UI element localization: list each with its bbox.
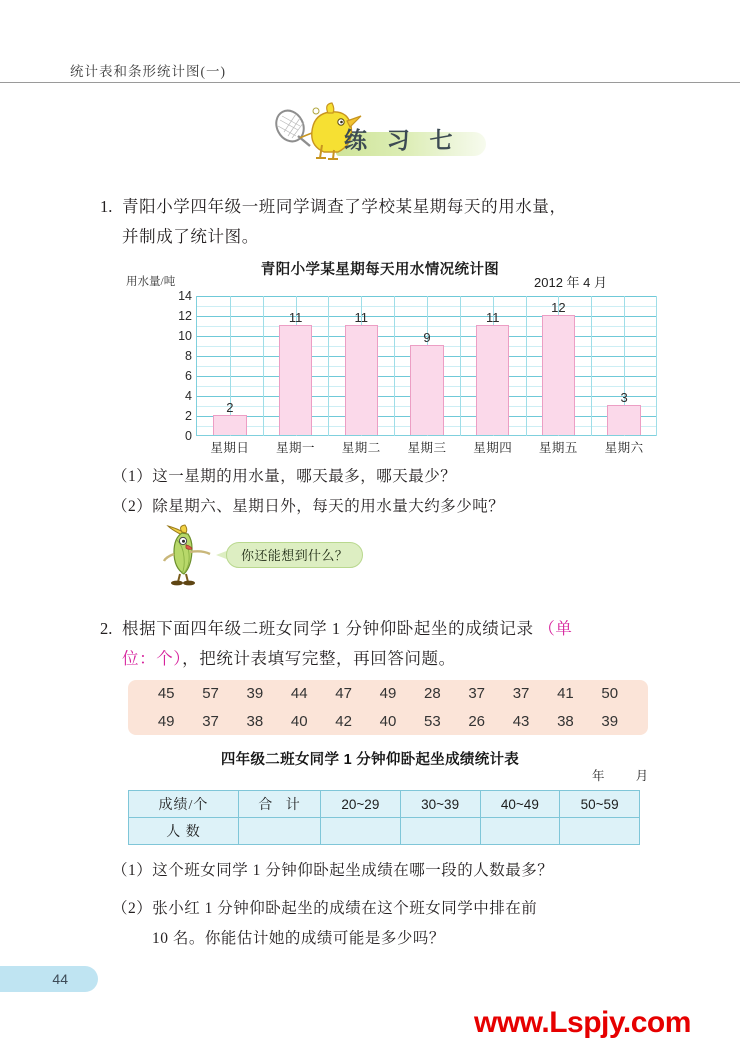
- corn-character-icon: [158, 524, 224, 586]
- raw-data-value: 47: [335, 685, 352, 703]
- table-cell-total[interactable]: [239, 818, 321, 845]
- chart-y-tick-12: 12: [178, 309, 192, 323]
- question-1-sub-2: （2）除星期六、星期日外，每天的用水量大约多少吨？: [112, 498, 505, 515]
- chart-bar-value-星期三: 9: [423, 330, 431, 345]
- chart-gridline-vertical: [263, 296, 264, 436]
- table-header-30-39: 30~39: [400, 791, 480, 818]
- table-cell-50-59[interactable]: [560, 818, 640, 845]
- raw-data-row-1: [128, 680, 648, 708]
- hint-bubble-text: 你还能想到什么？: [226, 542, 363, 568]
- raw-data-value: 37: [512, 685, 530, 703]
- table-header-row: [129, 791, 640, 818]
- raw-data-strip: [128, 680, 648, 735]
- raw-data-value: 38: [557, 712, 574, 730]
- question-1-line-2: 并制成了统计图。: [122, 227, 259, 246]
- chart-x-label-星期三: 星期三: [407, 441, 447, 455]
- raw-data-value: 28: [423, 685, 441, 703]
- chart-bar-value-星期二: 11: [354, 310, 369, 325]
- bar-chart-plot-area: [178, 289, 656, 455]
- question-2-line-1a: 根据下面四年级二班女同学 1 分钟仰卧起坐的成绩记录: [122, 619, 539, 638]
- raw-data-value: 39: [246, 685, 264, 703]
- practice-title: 练 习 七: [344, 128, 460, 153]
- question-2-number: 2.: [100, 619, 113, 638]
- chart-bar-星期日: [213, 400, 247, 435]
- raw-data-value: 49: [379, 685, 397, 703]
- chart-bar-value-星期一: 11: [288, 310, 303, 325]
- raw-data-value: 49: [157, 712, 175, 730]
- chart-plot-right-edge: [656, 296, 657, 436]
- question-2-sub-2a: （2）张小红 1 分钟仰卧起坐的成绩在这个班女同学中排在前: [112, 900, 538, 917]
- chart-y-tick-14: 14: [178, 289, 192, 303]
- hint-bubble-group: [158, 524, 349, 591]
- chart-bar-value-星期五: 12: [551, 300, 566, 315]
- page-number: 44: [0, 966, 98, 992]
- table-header-score: 成绩/个: [129, 791, 239, 818]
- question-1-text: [122, 192, 662, 252]
- question-2-line-2: [122, 644, 667, 674]
- chart-gridline-vertical: [591, 296, 592, 436]
- chart-title-text: 青阳小学某星期每天用水情况统计图: [260, 262, 500, 278]
- question-2-sub-2b: 10 名。你能估计她的成绩可能是多少吗？: [152, 930, 445, 947]
- chart-y-tick-4: 4: [185, 389, 192, 403]
- table-header-total: 合 计: [239, 791, 321, 818]
- chart-bar-星期五: [542, 300, 576, 435]
- chapter-title: 统计表和条形统计图(一): [70, 64, 226, 79]
- header-divider: [0, 82, 740, 83]
- site-watermark: www.Lspjy.com: [474, 1006, 691, 1039]
- raw-data-value: 42: [335, 712, 352, 730]
- question-2-line-1: [122, 614, 667, 644]
- question-2-text: [122, 614, 667, 674]
- raw-data-value: 26: [468, 712, 486, 730]
- chart-date-label: 2012 年 4 月: [534, 275, 607, 290]
- statistics-table: [128, 790, 640, 845]
- chart-bar-星期二: [345, 310, 379, 435]
- table-header-40-49: 40~49: [480, 791, 560, 818]
- question-2-line-2b: ，把统计表填写完整，再回答问题。: [182, 649, 456, 668]
- table-cell-30-39[interactable]: [400, 818, 480, 845]
- chart-x-label-星期日: 星期日: [210, 441, 250, 455]
- table-header-20-29: 20~29: [321, 791, 401, 818]
- table-row-label-count: 人 数: [129, 818, 239, 845]
- chart-y-tick-2: 2: [185, 409, 192, 423]
- chart-x-label-星期五: 星期五: [538, 441, 578, 455]
- practice-banner: [272, 100, 492, 162]
- raw-data-value: 41: [557, 685, 574, 703]
- raw-data-value: 40: [379, 712, 397, 730]
- chart-y-tick-0: 0: [185, 429, 192, 443]
- stat-table-title: 四年级二班女同学 1 分钟仰卧起坐成绩统计表: [220, 752, 520, 768]
- chart-y-tick-8: 8: [185, 349, 192, 363]
- stat-table-date: 年 月: [592, 769, 663, 783]
- chart-y-axis-label: 用水量/吨: [126, 276, 176, 288]
- question-1-line-1: 青阳小学四年级一班同学调查了学校某星期每天的用水量，: [122, 197, 567, 216]
- raw-data-value: 57: [202, 685, 219, 703]
- chart-bar-星期一: [279, 310, 313, 435]
- chart-x-label-星期二: 星期二: [341, 441, 381, 455]
- question-1-sub-1: （1）这一星期的用水量，哪天最多，哪天最少？: [112, 468, 457, 485]
- chart-bar-星期四: [476, 310, 510, 435]
- chart-x-label-星期一: 星期一: [276, 441, 316, 455]
- chart-gridline-vertical: [328, 296, 329, 436]
- chart-x-label-星期六: 星期六: [604, 441, 644, 455]
- chart-bar-星期三: [410, 330, 444, 435]
- chart-x-label-星期四: 星期四: [473, 441, 513, 455]
- table-header-50-59: 50~59: [560, 791, 640, 818]
- raw-data-value: 50: [601, 685, 619, 703]
- raw-data-value: 37: [202, 712, 219, 730]
- raw-data-value: 38: [246, 712, 264, 730]
- chart-gridline-vertical: [460, 296, 461, 436]
- chart-bar-value-星期四: 11: [485, 310, 500, 325]
- table-row: [129, 818, 640, 845]
- raw-data-value: 39: [601, 712, 619, 730]
- chart-y-tick-10: 10: [178, 329, 192, 343]
- question-1-number: 1.: [100, 197, 113, 216]
- question-2-unit-close: 位：个）: [122, 649, 183, 668]
- chart-bar-value-星期六: 3: [620, 390, 628, 405]
- chart-y-tick-6: 6: [185, 369, 192, 383]
- chart-title: [0, 258, 740, 279]
- raw-data-value: 43: [512, 712, 530, 730]
- table-cell-40-49[interactable]: [480, 818, 560, 845]
- raw-data-value: 53: [423, 712, 441, 730]
- raw-data-value: 45: [157, 685, 175, 703]
- chart-bar-星期六: [607, 390, 641, 435]
- raw-data-row-2: [128, 708, 648, 736]
- table-cell-20-29[interactable]: [321, 818, 401, 845]
- chart-gridline-vertical: [526, 296, 527, 436]
- raw-data-value: 40: [290, 712, 308, 730]
- question-2-sub-1: （1）这个班女同学 1 分钟仰卧起坐成绩在哪一段的人数最多？: [112, 862, 554, 879]
- chart-gridline-vertical: [394, 296, 395, 436]
- chart-bar-value-星期日: 2: [226, 400, 234, 415]
- raw-data-value: 37: [468, 685, 486, 703]
- question-2-unit-open: （单: [538, 619, 573, 638]
- raw-data-value: 44: [290, 685, 308, 703]
